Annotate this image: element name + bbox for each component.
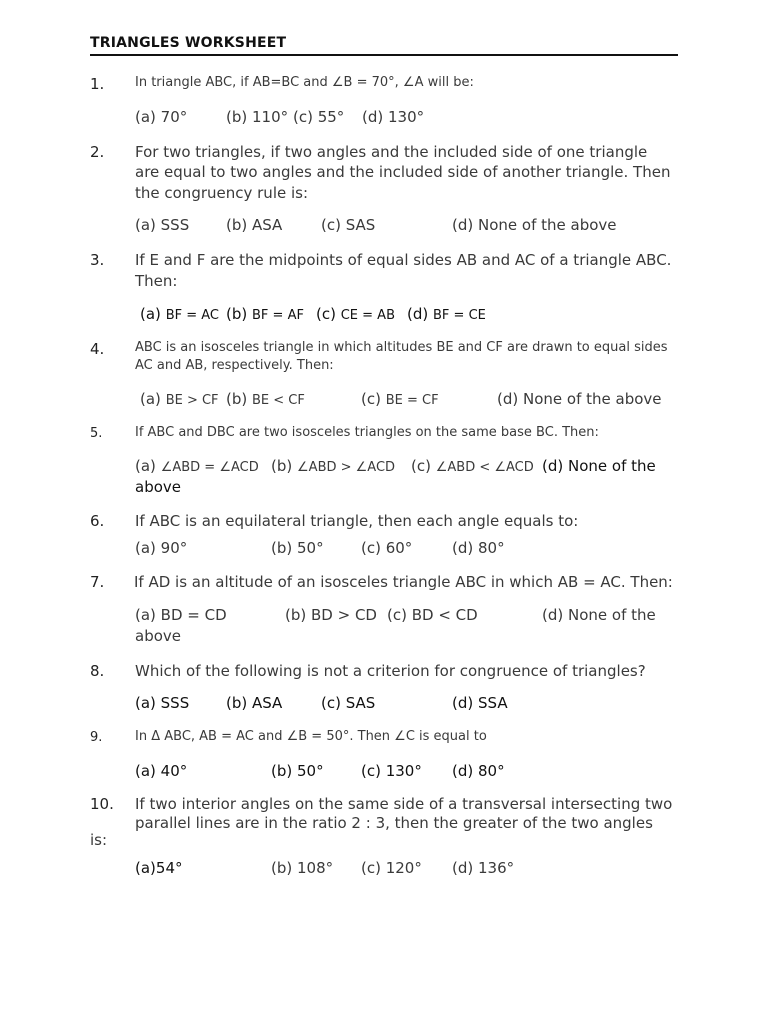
option-c: (c) BE = CF [361,390,439,408]
option-a: (a)54° [135,859,183,877]
question-text-line: the congruency rule is: [135,184,309,202]
option-b: (b) 50° [271,539,324,557]
question-text-line: AC and AB, respectively. Then: [135,358,334,373]
question-text: If ABC and DBC are two isosceles triangles on the same base BC. Then: [135,425,599,440]
question-text: In triangle ABC, if AB=BC and ∠B = 70°, ∠A will be: [135,75,474,90]
option-a: (a) BF = AC [140,305,219,323]
option-b: (b) BE < CF [226,390,305,408]
question-number: 9. [90,730,103,745]
option-b: (b) ASA [226,694,283,712]
option-a: (a) 70° [135,108,188,126]
option-a: (a) BE > CF [140,390,219,408]
question-text-line: Then: [135,272,178,290]
question-text-line: parallel lines are in the ratio 2 : 3, then the greater of the two angles [135,814,653,832]
option-b: (b) ∠ABD > ∠ACD [271,457,396,475]
option-b: (b) BF = AF [226,305,304,323]
question-number: 3. [90,251,105,269]
option-d: (d) None of the above [497,390,662,408]
page-title: TRIANGLES WORKSHEET [90,35,287,51]
question-text-line: is: [90,831,108,849]
question-text-line: are equal to two angles and the included side of another triangle. Then [135,163,671,181]
option-a: (a) ∠ABD = ∠ACD [135,457,259,475]
option-b: (b) 50° [271,762,324,780]
option-d: (d) 80° [452,539,505,557]
option-d: (d) 130° [362,108,425,126]
option-a: (a) 40° [135,762,188,780]
question-text-line: For two triangles, if two angles and the included side of one triangle [135,143,648,161]
question-text: If AD is an altitude of an isosceles triangle ABC in which AB = AC. Then: [134,573,673,591]
option-b: (b) 110° [226,108,289,126]
question-text: In Δ ABC, AB = AC and ∠B = 50°. Then ∠C is equal to [135,729,487,744]
option-b: (b) 108° [271,859,334,877]
question-text: If ABC is an equilateral triangle, then each angle equals to: [135,512,579,530]
option-a: (a) BD = CD [135,606,227,624]
option-c: (c) ∠ABD < ∠ACD [411,457,534,475]
option-a: (a) 90° [135,539,188,557]
option-a: (a) SSS [135,216,190,234]
option-b: (b) BD > CD [285,606,377,624]
option-d: (d) SSA [452,694,508,712]
option-b: (b) ASA [226,216,283,234]
option-d: (d) None of the [542,457,656,475]
question-number: 2. [90,143,105,161]
question-number: 10. [90,795,114,813]
option-d: (d) None of the above [452,216,617,234]
option-c: (c) 60° [361,539,413,557]
question-text-line: ABC is an isosceles triangle in which altitudes BE and CF are drawn to equal sides [135,340,668,355]
option-d: (d) BF = CE [407,305,486,323]
option-a: (a) SSS [135,694,190,712]
option-c: (c) 120° [361,859,422,877]
question-number: 8. [90,662,105,680]
question-text-line: If E and F are the midpoints of equal sides AB and AC of a triangle ABC. [135,251,672,269]
option-c: (c) BD < CD [387,606,478,624]
option-c: (c) 130° [361,762,422,780]
question-number: 4. [90,340,105,358]
question-text-line: If two interior angles on the same side of a transversal intersecting two [135,795,673,813]
option-d: (d) None of the [542,606,656,624]
option-d: (d) 80° [452,762,505,780]
option-d: (d) 136° [452,859,515,877]
option-c: (c) CE = AB [316,305,395,323]
option-c: (c) SAS [321,216,376,234]
title-underline [90,54,678,56]
question-number: 6. [90,512,105,530]
option-continuation: above [135,627,181,645]
option-c: (c) 55° [293,108,345,126]
question-number: 7. [90,573,105,591]
option-continuation: above [135,478,181,496]
option-c: (c) SAS [321,694,376,712]
question-number: 5. [90,426,103,441]
question-number: 1. [90,75,105,93]
question-text: Which of the following is not a criterion for congruence of triangles? [135,662,646,680]
